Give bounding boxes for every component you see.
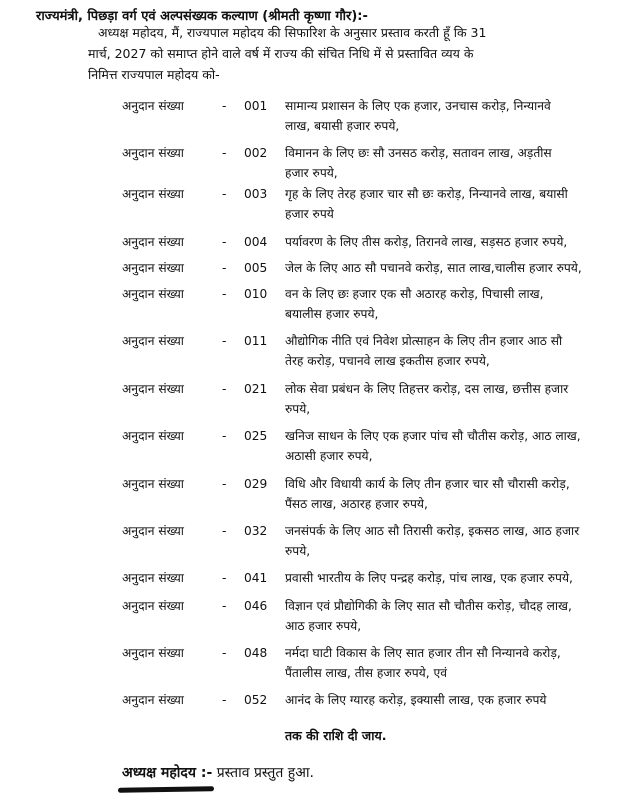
motion-text: प्रस्ताव प्रस्तुत हुआ. xyxy=(216,765,314,781)
intro-line: मार्च, 2027 को समाप्त होने वाले वर्ष में राज्य की संचित निधि में से प्रस्तावित व्यय के xyxy=(88,46,474,61)
grant-description-line: तेरह करोड़, पचानवे लाख इकतीस हजार रुपये, xyxy=(285,354,490,368)
grant-description xyxy=(285,143,605,183)
grant-description xyxy=(285,474,605,514)
grant-description-line: विमानन के लिए छः सौ उनसठ करोड़, सतावन लाख, अड़तीस xyxy=(285,146,552,160)
grant-description-line: बयालीस हजार रुपये, xyxy=(285,307,379,321)
grant-label: अनुदान संख्या xyxy=(122,599,184,613)
grant-label: अनुदान संख्या xyxy=(122,261,184,275)
grant-description-line: लोक सेवा प्रबंधन के लिए तिहत्तर करोड़, दस लाख, छत्तीस हजार xyxy=(285,382,569,396)
grant-number: 002 xyxy=(244,146,268,160)
grant-description-line: औद्योगिक नीति एवं निवेश प्रोत्साहन के लिए तीन हजार आठ सौ xyxy=(285,334,563,348)
grant-description xyxy=(285,232,605,252)
grant-label: अनुदान संख्या xyxy=(122,146,184,160)
grant-description-line: सामान्य प्रशासन के लिए एक हजार, उनचास करोड़, निन्यानवे xyxy=(285,99,551,113)
grant-number: 025 xyxy=(244,429,268,443)
grant-number: 029 xyxy=(244,477,268,491)
grant-description xyxy=(285,258,605,278)
grant-description-line: विज्ञान एवं प्रौद्योगिकी के लिए सात सौ चौतीस करोड़, चौदह लाख, xyxy=(285,599,572,613)
grant-label: अनुदान संख्या xyxy=(122,646,184,660)
grant-number: 048 xyxy=(244,646,268,660)
grant-number: 046 xyxy=(244,599,268,613)
grant-description-line: विधि और विधायी कार्य के लिए तीन हजार चार सौ चौरासी करोड़, xyxy=(285,477,570,491)
grant-description-line: अठासी हजार रुपये, xyxy=(285,449,373,463)
grant-number: 005 xyxy=(244,261,268,275)
grant-dash: - xyxy=(222,287,227,301)
intro-line: निमित्त राज्यपाल महोदय को- xyxy=(88,67,220,82)
grant-dash: - xyxy=(222,646,227,660)
grant-description-line: गृह के लिए तेरह हजार चार सौ छः करोड़, निन्यानवे लाख, बयासी xyxy=(285,187,568,201)
grant-description-line: आठ हजार रुपये, xyxy=(285,619,362,633)
grant-number: 052 xyxy=(244,693,268,707)
grant-dash: - xyxy=(222,524,227,538)
grant-number: 004 xyxy=(244,235,268,249)
grant-label: अनुदान संख्या xyxy=(122,382,184,396)
grant-description-line: वन के लिए छः हजार एक सौ अठारह करोड़, पिचासी लाख, xyxy=(285,287,544,301)
motion-line xyxy=(122,763,314,782)
grant-description xyxy=(285,643,605,683)
grant-dash: - xyxy=(222,261,227,275)
closing-line: तक की राशि दी जाय. xyxy=(285,728,387,743)
grant-description xyxy=(285,284,605,324)
grant-description xyxy=(285,96,605,136)
grant-description-line: जेल के लिए आठ सौ पचानवे करोड़, सात लाख,चालीस हजार रुपये, xyxy=(285,261,582,275)
grant-description-line: पैंसठ लाख, अठारह हजार रुपये, xyxy=(285,497,428,511)
underline-mark xyxy=(118,786,214,793)
grant-label: अनुदान संख्या xyxy=(122,693,184,707)
grant-dash: - xyxy=(222,477,227,491)
grant-description-line: खनिज साधन के लिए एक हजार पांच सौ चौतीस करोड़, आठ लाख, xyxy=(285,429,581,443)
grant-label: अनुदान संख्या xyxy=(122,477,184,491)
intro-line: अध्यक्ष महोदय, मैं, राज्यपाल महोदय की सिफारिश के अनुसार प्रस्ताव करती हूँ कि 31 xyxy=(98,25,487,40)
speaker-heading: राज्यमंत्री, पिछड़ा वर्ग एवं अल्पसंख्यक कल्याण (श्रीमती कृष्णा गौर):- xyxy=(36,9,368,24)
grant-label: अनुदान संख्या xyxy=(122,571,184,585)
grant-description xyxy=(285,184,605,224)
grant-description-line: जनसंपर्क के लिए आठ सौ तिरासी करोड़, इकसठ लाख, आठ हजार xyxy=(285,524,580,538)
grant-label: अनुदान संख्या xyxy=(122,429,184,443)
grant-number: 001 xyxy=(244,99,268,113)
grant-dash: - xyxy=(222,693,227,707)
grant-label: अनुदान संख्या xyxy=(122,334,184,348)
grant-dash: - xyxy=(222,429,227,443)
motion-speaker: अध्यक्ष महोदय :- xyxy=(122,765,213,781)
grant-dash: - xyxy=(222,187,227,201)
grant-description-line: रुपये, xyxy=(285,544,311,558)
grant-number: 041 xyxy=(244,571,268,585)
grant-label: अनुदान संख्या xyxy=(122,287,184,301)
grant-label: अनुदान संख्या xyxy=(122,235,184,249)
grant-description-line: आनंद के लिए ग्यारह करोड़, इक्यासी लाख, एक हजार रुपये xyxy=(285,693,547,707)
grant-label: अनुदान संख्या xyxy=(122,187,184,201)
grant-dash: - xyxy=(222,99,227,113)
grant-description-line: हजार रुपये, xyxy=(285,166,338,180)
grant-number: 003 xyxy=(244,187,268,201)
grant-label: अनुदान संख्या xyxy=(122,524,184,538)
grant-number: 021 xyxy=(244,382,268,396)
grant-description-line: पैंतालीस लाख, तीस हजार रुपये, एवं xyxy=(285,666,447,680)
grant-description-line: रुपये, xyxy=(285,402,311,416)
grant-description-line: नर्मदा घाटी विकास के लिए सात हजार तीन सौ निन्यानवे करोड़, xyxy=(285,646,561,660)
grant-description xyxy=(285,596,605,636)
grant-dash: - xyxy=(222,382,227,396)
grant-description xyxy=(285,379,605,419)
grant-number: 011 xyxy=(244,334,268,348)
grant-dash: - xyxy=(222,334,227,348)
grant-description xyxy=(285,568,605,588)
grant-description xyxy=(285,331,605,371)
grant-dash: - xyxy=(222,599,227,613)
grant-dash: - xyxy=(222,571,227,585)
grant-dash: - xyxy=(222,146,227,160)
grant-dash: - xyxy=(222,235,227,249)
grant-description xyxy=(285,521,605,561)
grant-description-line: पर्यावरण के लिए तीस करोड़, तिरानवे लाख, सड़सठ हजार रुपये, xyxy=(285,235,568,249)
grant-number: 032 xyxy=(244,524,268,538)
grant-description-line: प्रवासी भारतीय के लिए पन्द्रह करोड़, पांच लाख, एक हजार रुपये, xyxy=(285,571,573,585)
grant-description xyxy=(285,690,605,710)
grant-description xyxy=(285,426,605,466)
grant-description-line: हजार रुपये xyxy=(285,207,334,221)
grant-number: 010 xyxy=(244,287,268,301)
grant-label: अनुदान संख्या xyxy=(122,99,184,113)
grant-description-line: लाख, बयासी हजार रुपये, xyxy=(285,119,400,133)
intro-paragraph xyxy=(88,22,588,85)
